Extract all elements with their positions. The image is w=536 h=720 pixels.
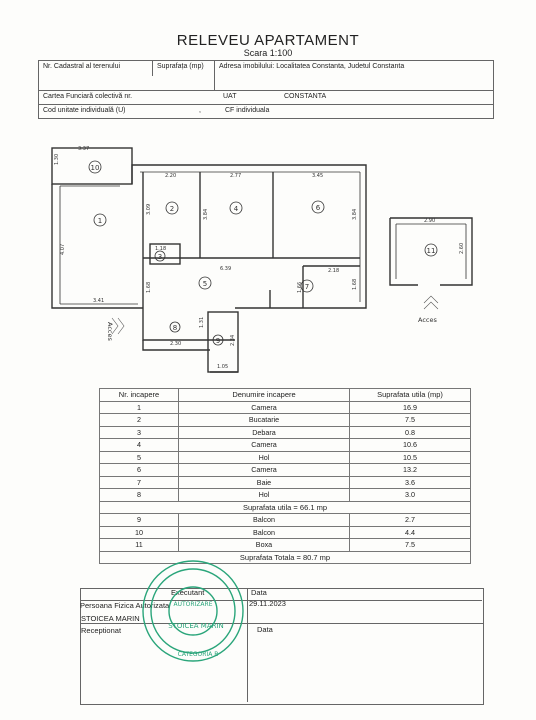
col-nr-header: Nr. incapere bbox=[100, 389, 179, 402]
table-row bbox=[100, 526, 471, 539]
cell-nr: 7 bbox=[100, 476, 179, 489]
cell-name: Balcon bbox=[179, 526, 350, 539]
cod-separator: , bbox=[199, 107, 201, 114]
cell-name: Baie bbox=[179, 476, 350, 489]
table-row bbox=[100, 539, 471, 552]
dimension: 3.45 bbox=[312, 173, 324, 179]
room-number: 11 bbox=[426, 247, 436, 255]
table-row bbox=[100, 401, 471, 414]
cell-area: 3.0 bbox=[350, 489, 471, 502]
cell-area: 7.5 bbox=[350, 539, 471, 552]
room-number: 6 bbox=[315, 204, 321, 212]
cell-area: 16.9 bbox=[350, 401, 471, 414]
stamp-category: CATEGORIA B bbox=[177, 651, 219, 658]
subtotal-row bbox=[100, 501, 471, 514]
dimension: 1.68 bbox=[146, 281, 152, 293]
dimension: 2.34 bbox=[230, 334, 236, 346]
room-numbers bbox=[91, 164, 436, 345]
executant-date: 29.11.2023 bbox=[249, 599, 286, 608]
stamp-rings bbox=[143, 561, 243, 661]
dimension: 6.39 bbox=[220, 266, 232, 272]
dimension: 3.41 bbox=[93, 298, 105, 304]
table-row bbox=[100, 451, 471, 464]
dimension: 1.05 bbox=[217, 364, 229, 370]
cell-name: Bucatarie bbox=[179, 414, 350, 427]
data2-label: Data bbox=[257, 625, 273, 634]
cf-label: CF individuala bbox=[225, 107, 270, 114]
scale-label: Scara 1:100 bbox=[243, 48, 293, 58]
cod-label: Cod unitate individuală (U) bbox=[43, 107, 126, 114]
access-labels bbox=[106, 316, 437, 341]
cell-area: 3.6 bbox=[350, 476, 471, 489]
dimension: 3.09 bbox=[146, 203, 152, 215]
room-number: 7 bbox=[304, 283, 310, 291]
room-number: 5 bbox=[202, 280, 208, 288]
walls bbox=[52, 148, 472, 372]
cell-nr: 3 bbox=[100, 426, 179, 439]
stamp bbox=[138, 556, 248, 666]
cell-nr: 9 bbox=[100, 514, 179, 527]
room-number: 8 bbox=[172, 324, 178, 332]
cell-name: Boxa bbox=[179, 539, 350, 552]
adresa-label: Adresa imobilului: Localitatea Constanta, Judetul Constanta bbox=[219, 63, 405, 70]
table-row bbox=[100, 476, 471, 489]
executant-label: Executant bbox=[171, 588, 205, 597]
page-title: RELEVEU APARTAMENT bbox=[176, 32, 360, 49]
cell-name: Camera bbox=[179, 439, 350, 452]
cell-nr: 1 bbox=[100, 401, 179, 414]
executant-name: STOICEA MARIN bbox=[81, 614, 140, 623]
subtotal: Suprafata utila = 66.1 mp bbox=[100, 501, 471, 514]
cell-nr: 5 bbox=[100, 451, 179, 464]
dimension: 1.66 bbox=[297, 281, 303, 293]
col-area-header: Suprafata utila (mp) bbox=[350, 389, 471, 402]
cell-area: 2.7 bbox=[350, 514, 471, 527]
cell-nr: 2 bbox=[100, 414, 179, 427]
cadastral-label: Nr. Cadastral al terenului bbox=[43, 63, 121, 70]
room-number: 10 bbox=[90, 164, 100, 172]
stamp-autorizare: AUTORIZARE bbox=[173, 601, 213, 608]
dimension: 1.30 bbox=[54, 153, 60, 165]
dimension: 1.18 bbox=[155, 246, 167, 252]
dimension: 2.20 bbox=[165, 173, 177, 179]
stamp-name: STOICEA MARIN bbox=[168, 622, 224, 630]
room-number: 3 bbox=[157, 253, 163, 261]
cell-name: Debara bbox=[179, 426, 350, 439]
dimension: 2.18 bbox=[328, 268, 340, 274]
persoana-label: Persoana Fizica Autorizata bbox=[80, 601, 170, 610]
cell-nr: 10 bbox=[100, 526, 179, 539]
table-row bbox=[100, 426, 471, 439]
room-number: 1 bbox=[97, 217, 103, 225]
cell-area: 13.2 bbox=[350, 464, 471, 477]
cell-area: 10.5 bbox=[350, 451, 471, 464]
room-number: 4 bbox=[233, 205, 239, 213]
dimension: 1.68 bbox=[352, 278, 358, 290]
col-name-header: Denumire incapere bbox=[179, 389, 350, 402]
room-circles bbox=[89, 161, 437, 345]
access-arrows bbox=[112, 296, 438, 334]
room-number: 9 bbox=[215, 337, 221, 345]
cell-name: Hol bbox=[179, 489, 350, 502]
table-row bbox=[100, 514, 471, 527]
data-label: Data bbox=[251, 588, 267, 597]
dimension: 2.77 bbox=[230, 173, 242, 179]
uat-value: CONSTANTA bbox=[284, 93, 327, 100]
dimension: 3.37 bbox=[78, 146, 90, 152]
cell-area: 4.4 bbox=[350, 526, 471, 539]
cell-area: 0.8 bbox=[350, 426, 471, 439]
suprafata-label: Suprafața (mp) bbox=[157, 63, 204, 70]
dimension: 2.60 bbox=[459, 242, 465, 254]
table-row bbox=[100, 464, 471, 477]
uat-label: UAT bbox=[223, 93, 237, 100]
cell-nr: 11 bbox=[100, 539, 179, 552]
table-row bbox=[100, 414, 471, 427]
table-row bbox=[100, 489, 471, 502]
annex-body bbox=[100, 514, 471, 552]
cell-nr: 4 bbox=[100, 439, 179, 452]
total: Suprafata Totala = 80.7 mp bbox=[100, 551, 471, 564]
table-header bbox=[100, 389, 471, 402]
access-label: Acces bbox=[418, 316, 437, 324]
rooms-table bbox=[99, 388, 471, 564]
dimension: 1.31 bbox=[199, 316, 205, 328]
rooms-body bbox=[100, 401, 471, 501]
cell-nr: 8 bbox=[100, 489, 179, 502]
dimension: 3.84 bbox=[203, 208, 209, 220]
cell-area: 10.6 bbox=[350, 439, 471, 452]
access-label: Acces bbox=[106, 322, 114, 341]
cell-name: Camera bbox=[179, 401, 350, 414]
cell-nr: 6 bbox=[100, 464, 179, 477]
dimension: 2.30 bbox=[170, 341, 182, 347]
dimension: 4.07 bbox=[60, 243, 66, 255]
dimension: 2.90 bbox=[424, 218, 436, 224]
cartea-label: Cartea Funciară colectivă nr. bbox=[43, 93, 133, 100]
cell-name: Camera bbox=[179, 464, 350, 477]
cell-name: Hol bbox=[179, 451, 350, 464]
receptionat-label: Receptionat bbox=[81, 626, 122, 635]
table-row bbox=[100, 439, 471, 452]
cell-area: 7.5 bbox=[350, 414, 471, 427]
cell-name: Balcon bbox=[179, 514, 350, 527]
dimension: 3.84 bbox=[352, 208, 358, 220]
room-number: 2 bbox=[169, 205, 175, 213]
